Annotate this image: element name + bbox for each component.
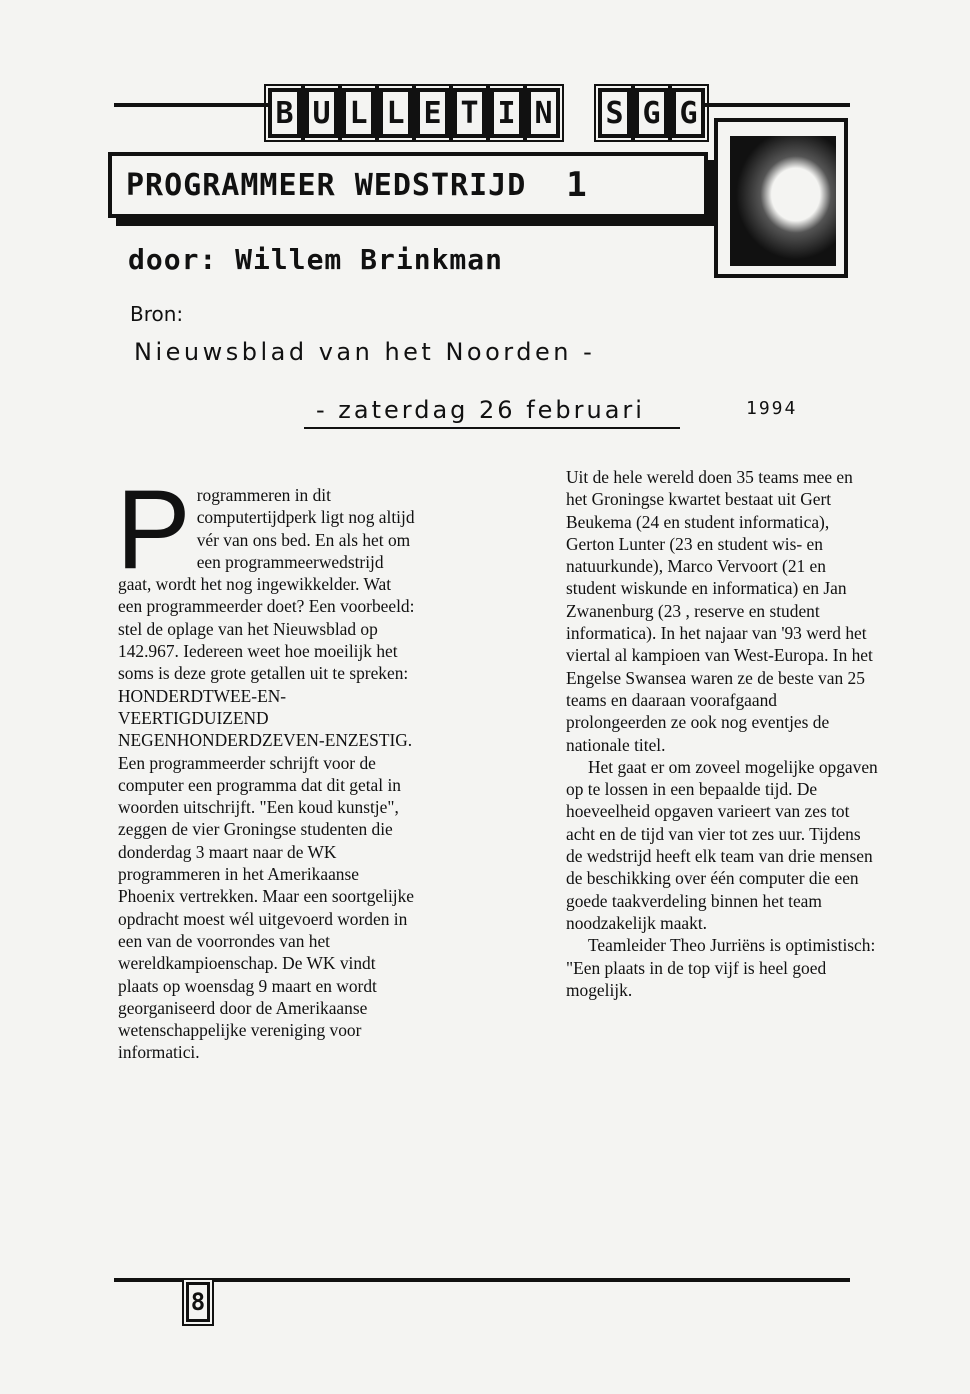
masthead-letter: E (416, 88, 449, 138)
article-text-left: rogrammeren in dit computertijdperk ligt nog altijd vér van ons bed. En als het om een programmeerwedstrijd gaat, wordt het nog ingewikkelder. Wat een programmeerder doet? Een voorbeeld: stel de oplage van het Nieuwsblad op 142.967. Iedereen weet hoe moeilijk het soms is deze grote getallen uit te spreken: HONDERDTWEE-EN-VEERTIGDUIZEND NEGENHONDERDZEVEN-ENZESTIG. Een programmeerder schrijft voor de computer een programma dat dit getal in woorden uitschrijft. "Een koud kunstje", zeggen de vier Groningse studenten die donderdag 3 maart naar de WK programmeren in het Amerikaanse Phoenix vertrekken. Maar een soortgelijke opdracht moest wél uitgevoerd worden in een van de voorrondes van het wereldkampioenschap. De WK vindt plaats op woensdag 9 maart en wordt georganiseerd door de Amerikaanse wetenschappelijke vereniging voor informatici. (118, 485, 415, 1063)
bottom-rule-left (114, 1278, 182, 1282)
masthead-letter: B (268, 88, 301, 138)
date-underline (304, 427, 680, 429)
source-label: Bron: (130, 302, 184, 326)
page-number: 8 (186, 1282, 210, 1322)
top-rule-left (114, 103, 268, 107)
masthead (268, 88, 705, 144)
article-title-box (108, 152, 708, 218)
source-year: 1994 (746, 398, 798, 419)
photo-frame (714, 118, 848, 278)
source-paper: Nieuwsblad van het Noorden - (134, 338, 596, 366)
article-number: 1 (566, 165, 587, 205)
masthead-letter: G (635, 88, 668, 138)
article-paragraph: Teamleider Theo Jurriëns is optimistisch: "Een plaats in de top vijf is heel goed mogelijk. (566, 935, 876, 1000)
masthead-letter: I (490, 88, 523, 138)
masthead-letter: T (453, 88, 486, 138)
article-column-right (566, 466, 878, 1001)
masthead-letter: L (342, 88, 375, 138)
portrait-photo (730, 136, 836, 266)
masthead-letter: U (305, 88, 338, 138)
article-column-left (116, 467, 418, 1064)
masthead-letter: G (672, 88, 705, 138)
article-title: PROGRAMMEER WEDSTRIJD (126, 167, 527, 203)
article-paragraph: Uit de hele wereld doen 35 teams mee en het Groningse kwartet bestaat uit Gert Beukema (24 en student informatica), Gerton Lunter (23 en student wis- en natuurkunde), Marco Vervoort (21 en student wiskunde en informatica) en Jan Zwanenburg (23 , reserve en student informatica). In het najaar van '93 werd het viertal al kampioen van West-Europa. In het Engelse Swansea waren ze de beste van 25 teams en daaraan voorafgaand prolongeerden ze ook nog eventjes de nationale titel. (566, 467, 873, 755)
masthead-letter: N (527, 88, 560, 138)
masthead-letter: L (379, 88, 412, 138)
drop-cap: P (116, 467, 191, 592)
source-date: - zaterdag 26 februari (316, 396, 645, 424)
article-paragraph: Het gaat er om zoveel mogelijke opgaven op te lossen in een bepaalde tijd. De hoeveelheid opgaven varieert van zes tot acht en de tijd van vier tot zes uur. Tijdens de wedstrijd heeft elk team van drie mensen de beschikking over één computer die een goede taakverdeling binnen het team noodzakelijk maakt. (566, 756, 878, 933)
masthead-letter: S (598, 88, 631, 138)
bottom-rule-right (214, 1278, 850, 1282)
author-line: door: Willem Brinkman (128, 243, 504, 276)
